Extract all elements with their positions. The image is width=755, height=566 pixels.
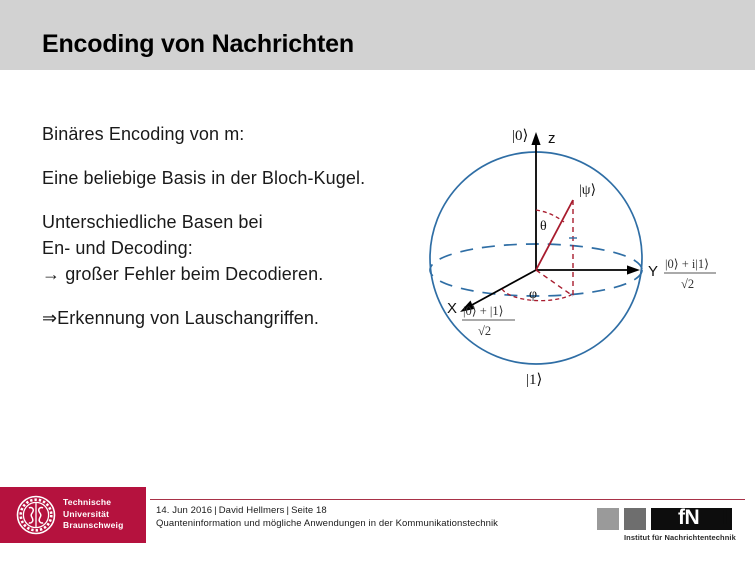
tu-wordmark — [63, 497, 124, 532]
ifn-wordmark-i: I — [722, 506, 728, 529]
ifn-logo — [597, 508, 745, 548]
ifn-square-mid — [624, 508, 646, 530]
label-z-axis: z — [548, 130, 556, 147]
ifn-tagline: Institut für Nachrichtentechnik — [624, 533, 736, 542]
label-y-basis-denominator: √2 — [681, 277, 695, 291]
footer-author: David Hellmers — [218, 505, 285, 516]
footer-metadata — [156, 504, 498, 530]
paragraph-binary-encoding: Binäres Encoding von m: — [42, 124, 245, 144]
label-x-basis-state — [462, 304, 515, 338]
ifn-wordmark-block — [651, 508, 732, 530]
label-south-pole: |1⟩ — [526, 372, 543, 388]
state-vector-line — [536, 200, 573, 270]
y-axis-arrowhead — [627, 265, 640, 274]
footer-divider — [150, 499, 745, 500]
tu-wordmark-line3: Braunschweig — [63, 520, 124, 530]
ifn-square-light — [597, 508, 619, 530]
paragraph-large-error: → großer Fehler beim Decodieren. — [42, 264, 324, 284]
z-axis-arrowhead — [531, 132, 540, 145]
paragraph-different-bases: Unterschiedliche Basen bei — [42, 212, 263, 232]
label-x-basis-numerator: |0⟩ + |1⟩ — [463, 304, 504, 318]
footer-meta-line1 — [156, 504, 498, 517]
paragraph-eavesdropping-detection: ⇒Erkennung von Lauschangriffen. — [42, 308, 320, 328]
label-north-pole: |0⟩ — [512, 128, 529, 144]
label-y-axis: Y — [648, 263, 659, 280]
footer-subtitle: Quanteninformation und mögliche Anwendungen in der Kommunikationstechnik — [156, 518, 499, 529]
tu-crest-icon — [16, 495, 56, 535]
label-y-basis-numerator: |0⟩ + i|1⟩ — [665, 257, 710, 271]
ifn-logo-squares — [597, 508, 732, 530]
x-axis-line — [470, 270, 536, 306]
bloch-sphere-figure — [416, 118, 716, 398]
footer-page-number: Seite 18 — [291, 505, 327, 516]
tu-wordmark-line2: Universität — [63, 508, 110, 519]
label-theta: θ — [540, 219, 547, 234]
label-x-axis: X — [447, 300, 458, 317]
tu-braunschweig-logo — [0, 487, 146, 543]
footer-date: 14. Jun 2016 — [156, 505, 213, 516]
body-text-column — [42, 122, 397, 331]
state-vector-plane-projection — [536, 270, 573, 296]
label-x-basis-denominator: √2 — [478, 324, 492, 338]
paragraph-arbitrary-basis: Eine beliebige Basis in der Bloch-Kugel. — [42, 168, 366, 188]
label-state-vector: |ψ⟩ — [579, 183, 597, 198]
footer-separator-1: | — [214, 505, 217, 516]
paragraph-en-decoding: En- und Decoding: — [42, 238, 193, 258]
footer-separator-2: | — [286, 505, 290, 516]
page-title: Encoding von Nachrichten — [42, 30, 354, 58]
label-y-basis-state — [664, 257, 716, 291]
ifn-wordmark-fn: fN — [678, 506, 700, 529]
tu-wordmark-line1: Technische — [63, 497, 112, 507]
label-phi: φ — [529, 287, 538, 302]
